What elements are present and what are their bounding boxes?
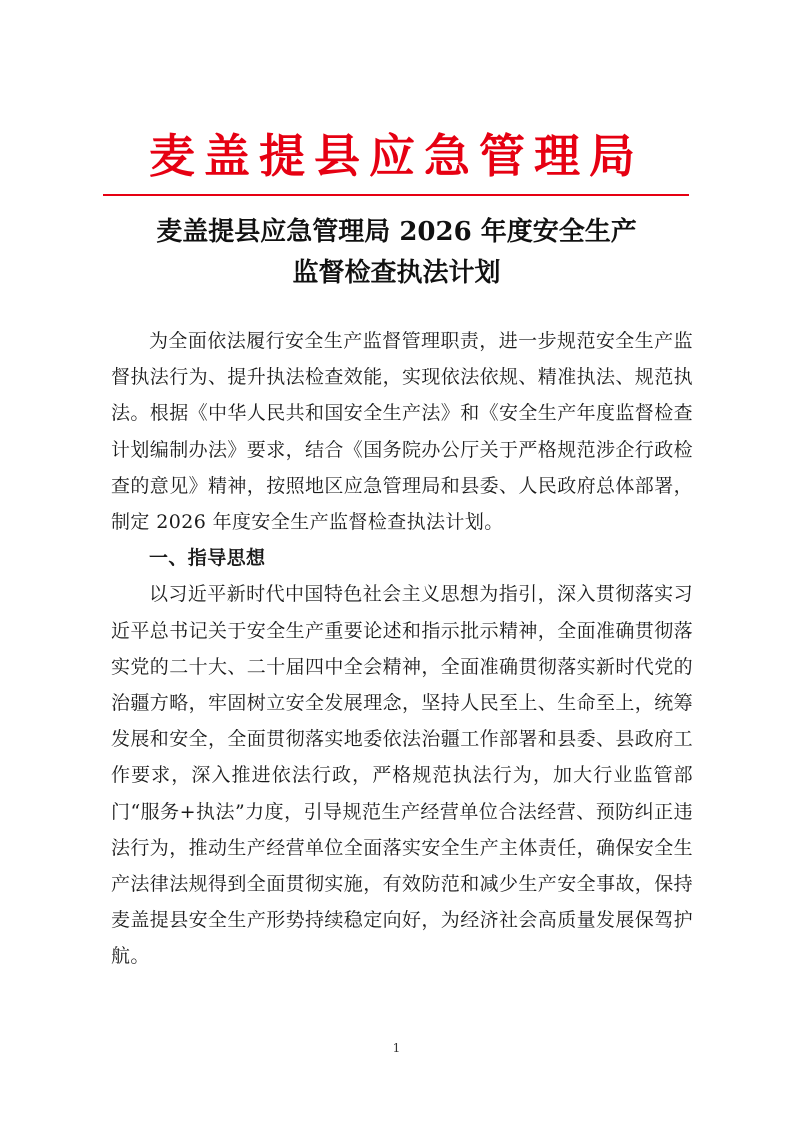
document-title bbox=[60, 212, 733, 294]
intro-paragraph: 为全面依法履行安全生产监督管理职责，进一步规范安全生产监督执法行为、提升执法检查效能，实现依法依规、精准执法、规范执法。根据《中华人民共和国安全生产法》和《安全生产年度监督检查计划编制办法》要求，结合《国务院办公厅关于严格规范涉企行政检查的意见》精神，按照地区应急管理局和县委、人民政府总体部署，制定 2026 年度安全生产监督检查执法计划。 bbox=[111, 330, 694, 534]
document-body bbox=[111, 323, 693, 975]
page-number: 1 bbox=[392, 1041, 401, 1055]
section-1-heading: 一、指导思想 bbox=[149, 547, 266, 570]
red-divider-line bbox=[103, 194, 689, 196]
title-line-1: 麦盖提县应急管理局 2026 年度安全生产 bbox=[156, 217, 637, 247]
title-line-2: 监督检查执法计划 bbox=[292, 258, 501, 288]
section-1-paragraph: 以习近平新时代中国特色社会主义思想为指引，深入贯彻落实习近平总书记关于安全生产重要论述和指示批示精神，全面准确贯彻落实党的二十大、二十届四中全会精神，全面准确贯彻落实新时代党的治疆方略，牢固树立安全发展理念，坚持人民至上、生命至上，统筹发展和安全，全面贯彻落实地委依法治疆工作部署和县委、县政府工作要求，深入推进依法行政，严格规范执法行为，加大行业监管部门“服务+执法”力度，引导规范生产经营单位合法经营、预防纠正违法行为，推动生产经营单位全面落实安全生产主体责任，确保安全生产法律法规得到全面贯彻实施，有效防范和减少生产安全事故，保持麦盖提县安全生产形势持续稳定向好，为经济社会高质量发展保驾护航。 bbox=[111, 583, 694, 968]
issuer-header: 麦盖提县应急管理局 bbox=[149, 129, 644, 183]
